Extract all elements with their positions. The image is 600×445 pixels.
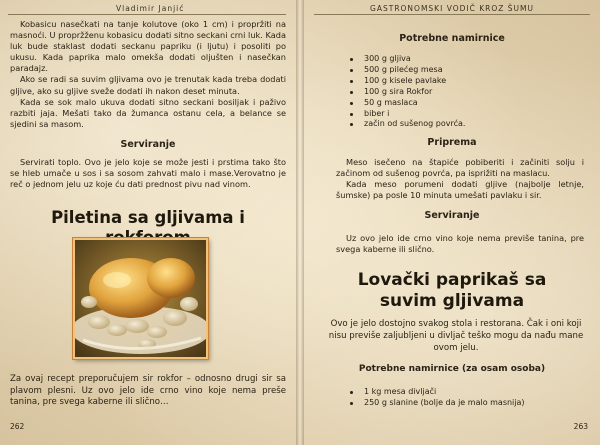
list-item: 300 g gljiva	[344, 54, 584, 65]
recipe-title-line: Lovački paprikaš sa	[357, 270, 547, 290]
paragraph: Meso isečeno na štapiće pobiberiti i začiniti solju i začinom od sušenog povrća, pa isprižiti na maslacu.	[336, 157, 584, 179]
page-number: 262	[10, 422, 25, 431]
list-item: 50 g maslaca	[344, 98, 584, 109]
right-page	[304, 0, 600, 445]
recipe-title-line: suvim gljivama	[379, 291, 525, 311]
paragraph: Uz ovo jelo ide crno vino koje nema previše tanina, pre svega kaberne ili slično.	[336, 233, 584, 255]
list-item: 100 g sira Rokfor	[344, 87, 584, 98]
ingredients-list	[344, 54, 584, 130]
serving-text	[336, 233, 584, 255]
ingredients-heading: Potrebne namirnice	[399, 33, 505, 44]
serving-text	[10, 157, 286, 190]
paragraph: Ovo je jelo dostojno svakog stola i restorana. Čak i oni koji nisu previše zaljubljeni u divljač teško mogu da nađu mane ovom jelu.	[328, 319, 584, 353]
chicken-mushroom-dish-image	[75, 240, 206, 357]
book-gutter	[296, 0, 304, 445]
paragraph: Servirati toplo. Ovo je jelo koje se može jesti i prstima tako što se hleb umače u sos i sa sosom zahvati malo i mase.Verovatno je reč o jednom jelu uz koje ću dati prednost pivu nad vinom.	[10, 157, 286, 190]
list-item: 1 kg mesa divljači	[344, 387, 584, 398]
list-item: 250 g slanine (bolje da je malo masnija)	[344, 398, 584, 409]
preparation-text	[336, 157, 584, 201]
running-head-author: Vladimir Janjić	[116, 4, 185, 13]
list-item: začin od sušenog povrća.	[344, 119, 584, 130]
serving-heading: Serviranje	[424, 210, 480, 221]
list-item: 500 g pilećeg mesa	[344, 65, 584, 76]
ingredients2-list	[344, 387, 584, 409]
preparation-heading: Priprema	[427, 137, 477, 148]
paragraph: Za ovaj recept preporučujem sir rokfor – odnosno drugi sir sa plavom plesni. Uz ovo jelo ide crno vino koje nema preše tanina, pre svega kaberne ili slično…	[10, 374, 286, 408]
paragraph: Kada se sok malo ukuva dodati sitno seckani bosiljak i paživo razbiti jaja. Mešati tako da žumanca ostanu cela, a belance se sjedini sa masom.	[10, 96, 286, 129]
header-rule	[8, 14, 286, 15]
intro-text	[322, 318, 590, 354]
serving-heading: Serviranje	[120, 139, 176, 150]
page-number: 263	[573, 422, 588, 431]
list-item: biber i	[344, 109, 584, 120]
paragraph: Kada meso porumeni dodati gljive (najbolje letnje, šumske) pa posle 10 minuta umešati pavlaku i sir.	[336, 179, 584, 201]
list-item: 100 g kisele pavlake	[344, 76, 584, 87]
recipe-title	[314, 270, 590, 312]
paragraph: Ako se radi sa suvim gljivama ovo je trenutak kada treba dodati gljive, ako su gljive sveže dodati ih nakon deset minuta.	[10, 74, 286, 96]
intro-text	[10, 19, 286, 130]
running-head-title: GASTRONOMSKI VODIČ KROZ ŠUMU	[370, 4, 534, 13]
bottom-text	[10, 374, 286, 409]
header-rule	[314, 14, 590, 15]
ingredients2-heading: Potrebne namirnice (za osam osoba)	[358, 364, 546, 374]
left-page	[0, 0, 296, 445]
paragraph: Kobasicu nasečkati na tanje kolutove (oko 1 cm) i propržiti na masnoći. U propržženu kobasicu dodati sitno seckani crni luk. Kada luk bude staklast dodati seckanu papriku (i ljutu) i posoliti po ukusu. Kada paprika malo omekša dodati oljušten i nasečkan paradajz.	[10, 19, 286, 74]
recipe-title: Piletina sa gljivama i	[51, 208, 245, 227]
dish-photo	[73, 238, 208, 359]
